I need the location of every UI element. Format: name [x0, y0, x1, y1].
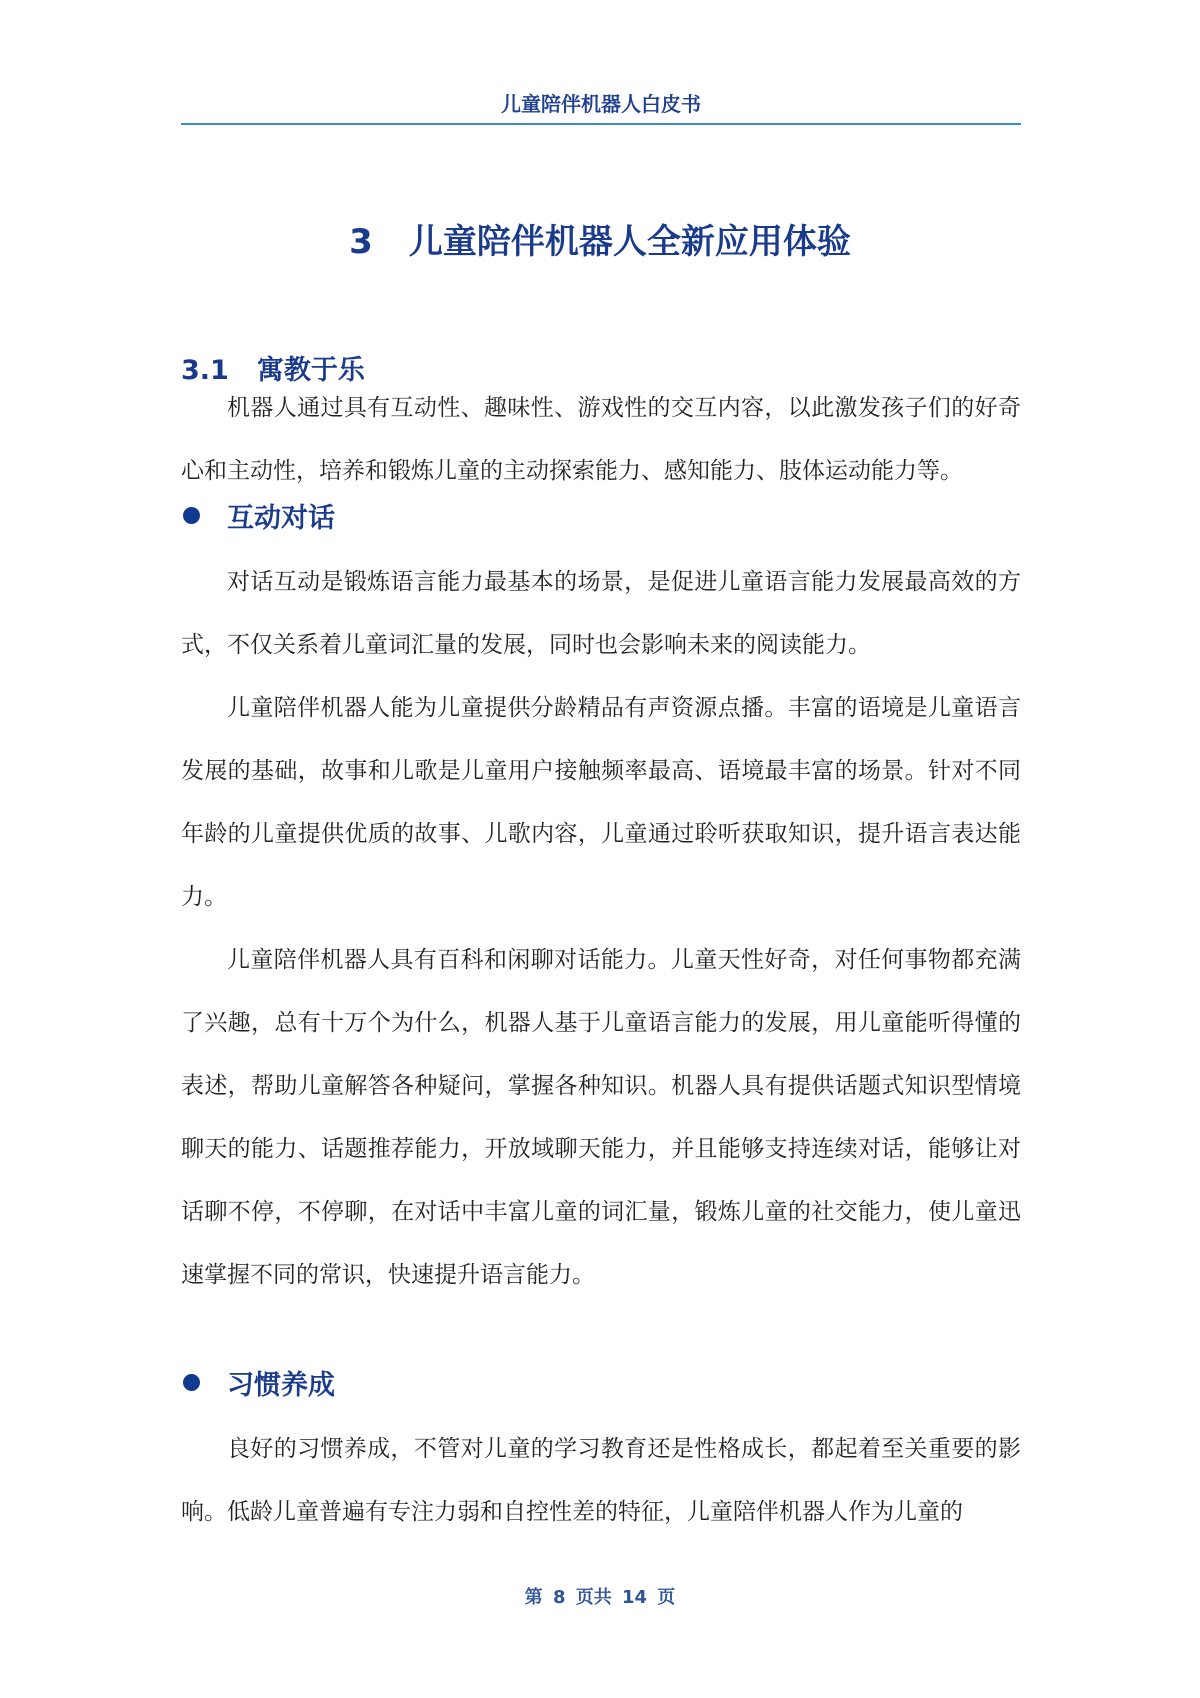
bullet-dot-icon: [183, 507, 200, 524]
bullet-dot-icon: [183, 1374, 200, 1391]
page-number-footer: 第 8 页共 14 页: [524, 1587, 676, 1608]
section-intro-paragraph: 机器人通过具有互动性、趣味性、游戏性的交互内容，以此激发孩子们的好奇心和主动性，培养和锻炼儿童的主动探索能力、感知能力、肢体运动能力等。: [181, 395, 1021, 484]
chapter-title: [0, 214, 1200, 263]
subsection-title: 习惯养成: [227, 1370, 335, 1401]
paragraph: 儿童陪伴机器人能为儿童提供分龄精品有声资源点播。丰富的语境是儿童语言发展的基础，故事和儿歌是儿童用户接触频率最高、语境最丰富的场景。针对不同年龄的儿童提供优质的故事、儿歌内容，儿童通过聆听获取知识，提升语言表达能力。: [181, 695, 1021, 910]
header-divider: [181, 123, 1021, 125]
chapter-title-text: 儿童陪伴机器人全新应用体验: [408, 222, 851, 262]
paragraph: 儿童陪伴机器人具有百科和闲聊对话能力。儿童天性好奇，对任何事物都充满了兴趣，总有十万个为什么，机器人基于儿童语言能力的发展，用儿童能听得懂的表述，帮助儿童解答各种疑问，掌握各种知识。机器人具有提供话题式知识型情境聊天的能力、话题推荐能力，开放域聊天能力，并且能够支持连续对话，能够让对话聊不停，不停聊，在对话中丰富儿童的词汇量，锻炼儿童的社交能力，使儿童迅速掌握不同的常识，快速提升语言能力。: [181, 947, 1021, 1288]
paragraph: 对话互动是锻炼语言能力最基本的场景，是促进儿童语言能力发展最高效的方式，不仅关系着儿童词汇量的发展，同时也会影响未来的阅读能力。: [181, 569, 1021, 658]
chapter-number: 3: [349, 222, 373, 262]
section-number: 3.1: [181, 355, 229, 386]
running-header: 儿童陪伴机器人白皮书: [501, 92, 701, 116]
subsection-title: 互动对话: [227, 503, 335, 534]
subsection-heading-dialogue: [181, 496, 335, 535]
paragraph: 良好的习惯养成，不管对儿童的学习教育还是性格成长，都起着至关重要的影响。低龄儿童普遍有专注力弱和自控性差的特征，儿童陪伴机器人作为儿童的: [181, 1436, 1021, 1525]
section-title-text: 寓教于乐: [256, 355, 365, 386]
subsection-heading-habits: [181, 1363, 335, 1402]
